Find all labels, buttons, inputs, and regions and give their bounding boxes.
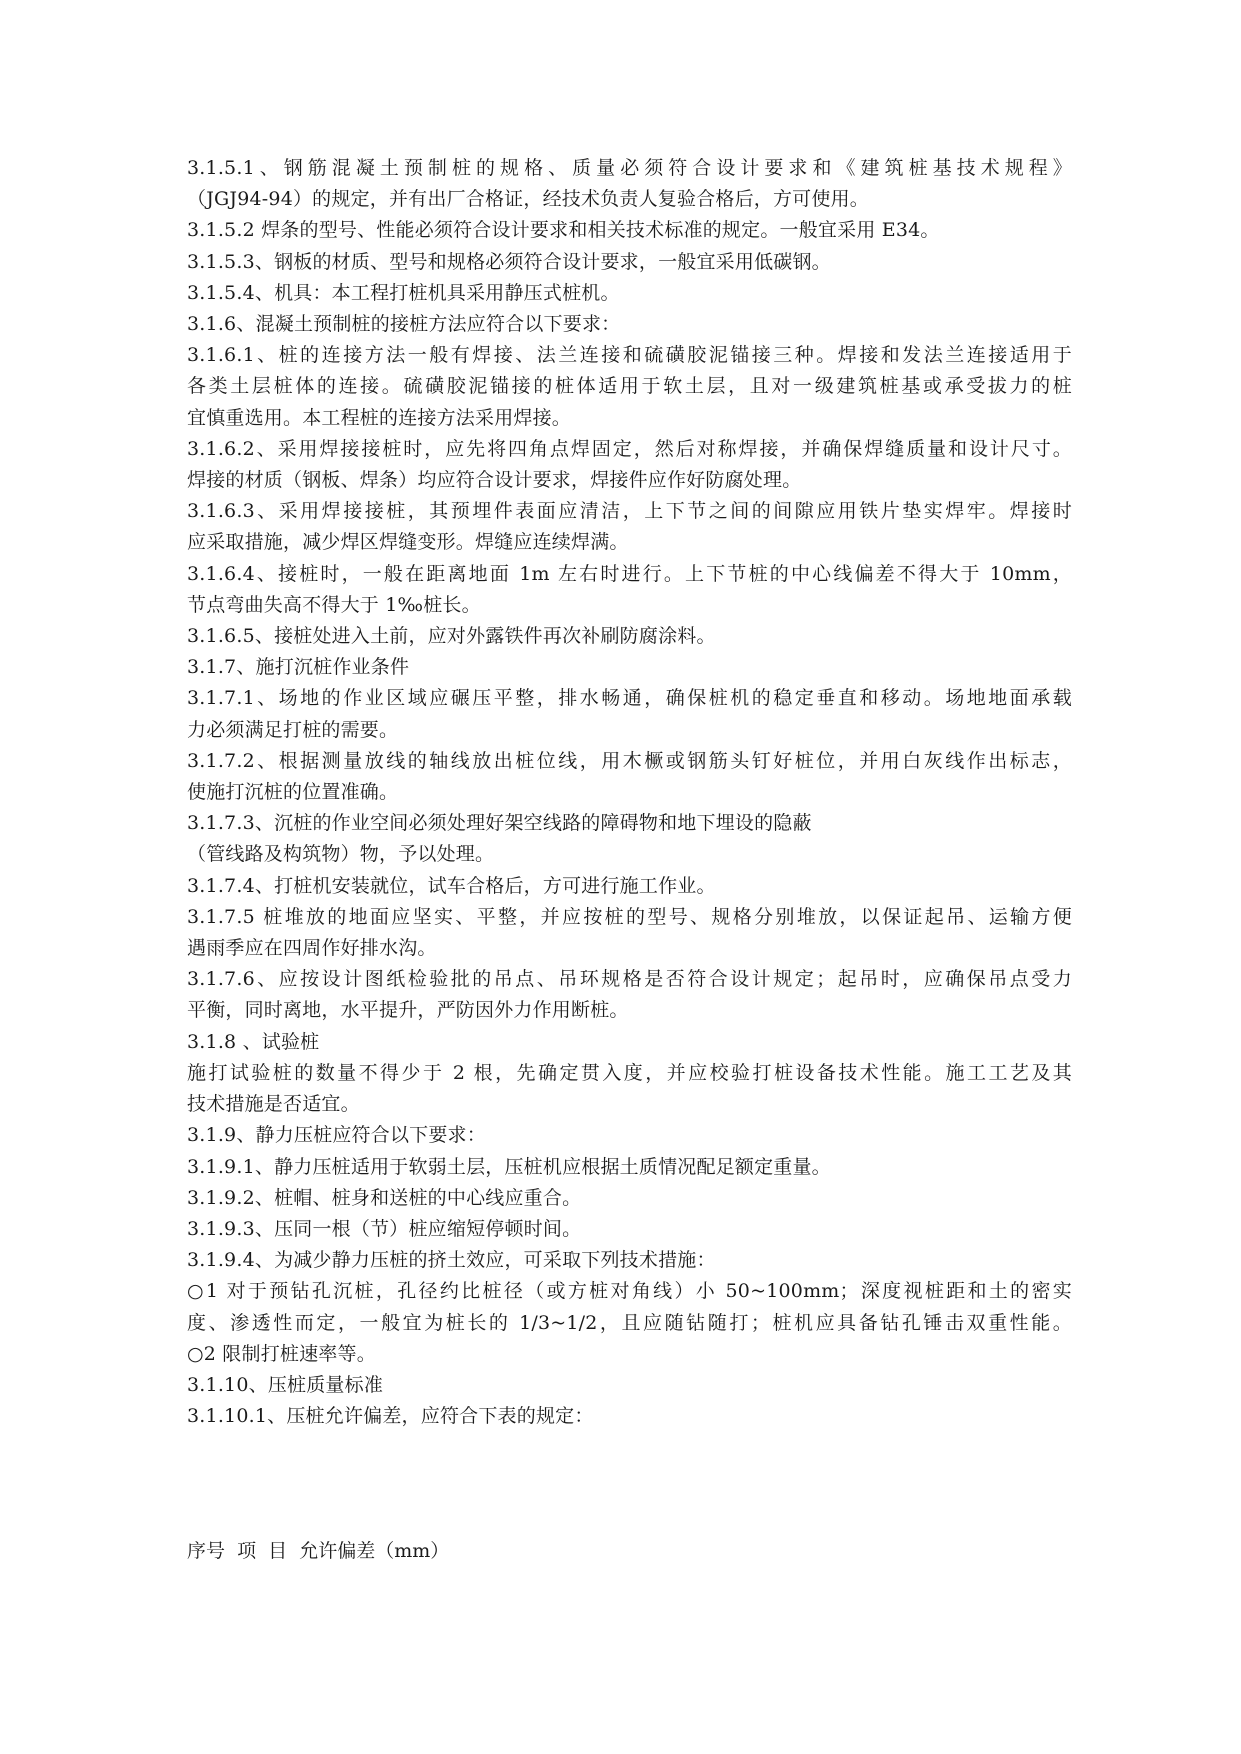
text-line: 节点弯曲失高不得大于 1‰桩长。	[187, 593, 481, 616]
text-line: 平衡，同时离地，水平提升，严防因外力作用断桩。	[187, 999, 629, 1022]
text-line: （JGJ94-94）的规定，并有出厂合格证，经技术负责人复验合格后，方可使用。	[187, 188, 869, 211]
text-line: 3.1.7.4、打桩机安装就位，试车合格后，方可进行施工作业。	[187, 874, 716, 897]
text-line: 宜慎重选用。本工程桩的连接方法采用焊接。	[187, 406, 572, 429]
text-line: 3.1.9、静力压桩应符合以下要求：	[187, 1124, 486, 1147]
text-line: 3.1.5.3、钢板的材质、型号和规格必须符合设计要求，一般宜采用低碳钢。	[187, 250, 831, 273]
text-line: 3.1.8 、试验桩	[187, 1030, 320, 1053]
text-line: 3.1.6.5、接桩处进入土前，应对外露铁件再次补刷防腐涂料。	[187, 625, 716, 648]
text-line: 3.1.7.3、沉桩的作业空间必须处理好架空线路的障碍物和地下埋设的隐蔽	[187, 812, 812, 835]
text-line: 3.1.5.2 焊条的型号、性能必须符合设计要求和相关技术标准的规定。一般宜采用 E34。	[187, 219, 940, 242]
document-body	[187, 153, 1072, 1432]
text-line: 应采取措施，减少焊区焊缝变形。焊缝应连续焊满。	[187, 531, 629, 554]
text-line: 力必须满足打桩的需要。	[187, 718, 399, 741]
text-line: 3.1.7.6、应按设计图纸检验批的吊点、吊环规格是否符合设计规定；起吊时，应确保吊点受力	[187, 968, 1072, 991]
text-line: （管线路及构筑物）物，予以处理。	[187, 843, 495, 866]
text-line: 3.1.9.4、为减少静力压桩的挤土效应，可采取下列技术措施：	[187, 1249, 716, 1272]
text-line: 3.1.10.1、压桩允许偏差，应符合下表的规定：	[187, 1405, 594, 1428]
text-line: 施打试验桩的数量不得少于 2 根，先确定贯入度，并应校验打桩设备技术性能。施工工艺及其	[187, 1061, 1072, 1084]
text-line: 各类土层桩体的连接。硫磺胶泥锚接的桩体适用于软土层，且对一级建筑桩基或承受拔力的桩	[187, 375, 1072, 398]
text-line: 3.1.6.4、接桩时，一般在距离地面 1m 左右时进行。上下节桩的中心线偏差不得大于 10mm，	[187, 562, 1072, 585]
text-line: 遇雨季应在四周作好排水沟。	[187, 937, 437, 960]
text-line: 3.1.9.2、桩帽、桩身和送桩的中心线应重合。	[187, 1186, 582, 1209]
table-header: 序号 项 目 允许偏差（mm）	[187, 1540, 450, 1562]
text-line: 3.1.7.1、场地的作业区域应碾压平整，排水畅通，确保桩机的稳定垂直和移动。场地地面承载	[187, 687, 1072, 710]
text-line: 3.1.6.3、采用焊接接桩，其预埋件表面应清洁，上下节之间的间隙应用铁片垫实焊牢。焊接时	[187, 500, 1072, 523]
text-line: 3.1.9.1、静力压桩适用于软弱土层，压桩机应根据土质情况配足额定重量。	[187, 1155, 831, 1178]
text-line: 焊接的材质（钢板、焊条）均应符合设计要求，焊接件应作好防腐处理。	[187, 469, 802, 492]
text-line: 3.1.10、压桩质量标准	[187, 1373, 384, 1396]
text-line: 度、渗透性而定，一般宜为桩长的 1/3~1/2，且应随钻随打；桩机应具备钻孔锤击双重性能。	[187, 1311, 1072, 1334]
text-line: 3.1.6.2、采用焊接接桩时，应先将四角点焊固定，然后对称焊接，并确保焊缝质量和设计尺寸。	[187, 437, 1072, 460]
text-line: 3.1.6、混凝土预制桩的接桩方法应符合以下要求：	[187, 313, 621, 336]
text-line: 使施打沉桩的位置准确。	[187, 781, 399, 804]
text-line: 技术措施是否适宜。	[187, 1093, 360, 1116]
text-line: 3.1.7、施打沉桩作业条件	[187, 656, 410, 679]
text-line: 3.1.5.4、机具：本工程打桩机具采用静压式桩机。	[187, 281, 620, 304]
text-line: 3.1.7.5 桩堆放的地面应坚实、平整，并应按桩的型号、规格分别堆放，以保证起吊、运输方便	[187, 905, 1072, 928]
text-line: 3.1.6.1、桩的连接方法一般有焊接、法兰连接和硫磺胶泥锚接三种。焊接和发法兰连接适用于	[187, 344, 1072, 367]
text-line: 3.1.5.1、钢筋混凝土预制桩的规格、质量必须符合设计要求和《建筑桩基技术规程》	[187, 157, 1072, 179]
text-line: 3.1.7.2、根据测量放线的轴线放出桩位线，用木橛或钢筋头钉好桩位，并用白灰线作出标志，	[187, 749, 1072, 772]
text-line: ○2 限制打桩速率等。	[187, 1342, 376, 1365]
text-line: ○1 对于预钻孔沉桩，孔径约比桩径（或方桩对角线）小 50~100mm；深度视桩距和土的密实	[187, 1280, 1072, 1303]
text-line: 3.1.9.3、压同一根（节）桩应缩短停顿时间。	[187, 1217, 582, 1240]
